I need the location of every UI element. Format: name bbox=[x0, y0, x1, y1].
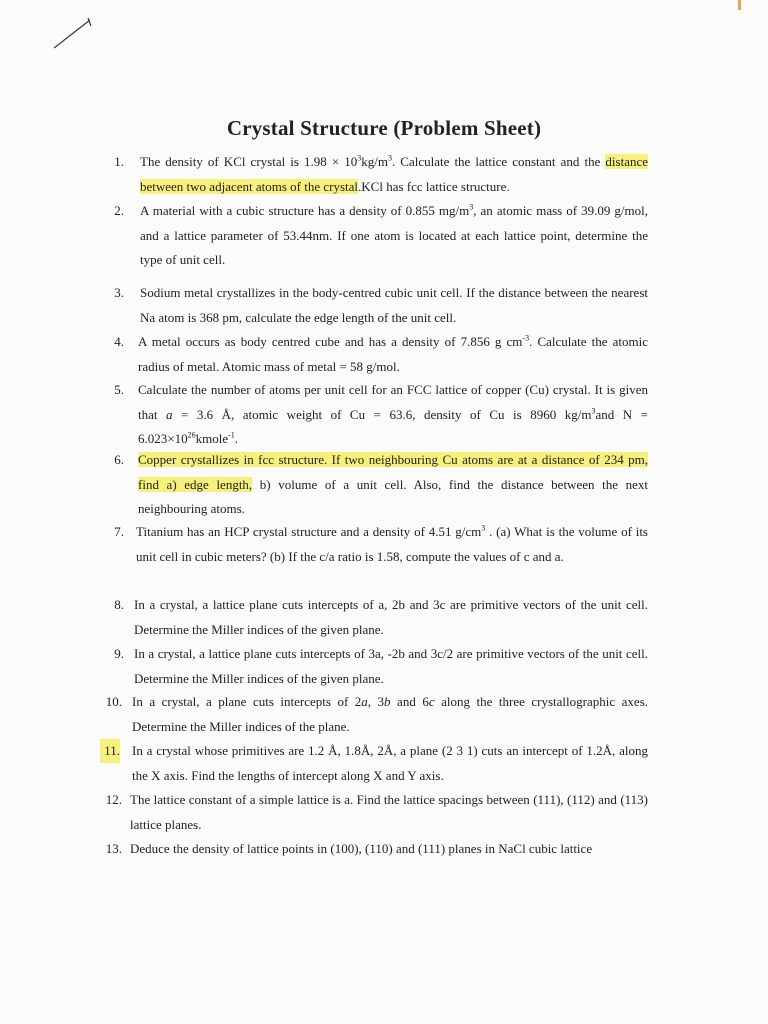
problem-number: 12. bbox=[105, 792, 122, 807]
highlighted-text: Copper crystallizes in fcc structure. If two neighbouring Cu atoms are at a distance of 234 pm, find a) edge length, bbox=[138, 452, 648, 492]
problem-number: 11. bbox=[100, 739, 120, 763]
problem-number: 10. bbox=[105, 694, 122, 709]
problem-text: In a crystal, a plane cuts intercepts of 2a, 3b and 6c along the three crystallographic axes. Determine the Miller indices of the plane. bbox=[132, 694, 648, 734]
problem-text: Calculate the number of atoms per unit cell for an FCC lattice of copper (Cu) crystal. It is given that a = 3.6 Å, atomic weight of Cu = 63.6, density of Cu is 8960 $kg/m^3and$ $N = 6.023\times 10^{26}kmole^{-1}$. bbox=[138, 382, 648, 446]
problem-number: 1. bbox=[114, 154, 124, 169]
problem-text: In a crystal, a lattice plane cuts intercepts of 3a, -2b and 3c/2 are primitive vectors of the unit cell. Determine the Miller indices of the given plane. bbox=[134, 646, 648, 686]
problem-number: 8. bbox=[114, 597, 124, 612]
problem-number: 3. bbox=[114, 285, 124, 300]
problem-number: 4. bbox=[114, 334, 124, 349]
problem-text: Copper crystallizes in fcc structure. If two neighbouring Cu atoms are at a distance of 234 pm, find a) edge length, b) volume of a unit cell. Also, find the distance between the next neighbouring atoms. bbox=[138, 452, 648, 516]
problem-number: 13. bbox=[105, 841, 122, 856]
problem-number: 7. bbox=[114, 524, 124, 539]
problem-text: A material with a cubic structure has a density of 0.855 $mg/m^3$, an atomic mass of 39.09 g/mol, and a lattice parameter of 53.44nm. If one atom is located at each lattice point, determine the type of unit cell. bbox=[140, 202, 649, 267]
problem-text: In a crystal, a lattice plane cuts intercepts of a, 2b and 3c are primitive vectors of the unit cell. Determine the Miller indices of the given plane. bbox=[134, 597, 648, 637]
problem-text: Sodium metal crystallizes in the body-centred cubic unit cell. If the distance between the nearest Na atom is 368 pm, calculate the edge length of the unit cell. bbox=[140, 285, 648, 325]
problem-number: 2. bbox=[114, 203, 124, 218]
highlighted-text: distance between two adjacent atoms of the crystal bbox=[140, 154, 649, 194]
problem-text: In a crystal whose primitives are 1.2 Å, 1.8Å, 2Å, a plane (2 3 1) cuts an intercept of 1.2Å, along the X axis. Find the lengths of intercept along X and Y axis. bbox=[132, 743, 648, 783]
problem-text: The density of KCl crystal is $1.98 \times 10^3kg/m^3$. Calculate the lattice constant and the distance between two adjacent atoms of the crystal.KCl has fcc lattice structure. bbox=[140, 153, 649, 194]
problem-number: 6. bbox=[114, 452, 124, 467]
problem-text: A metal occurs as body centred cube and has a density of 7.856 g $cm^{-3}$. Calculate the atomic radius of metal. Atomic mass of metal = 58 g/mol. bbox=[138, 333, 648, 374]
pen-mark-icon bbox=[52, 12, 102, 52]
problem-text: The lattice constant of a simple lattice is a. Find the lattice spacings between (111), (112) and (113) lattice planes. bbox=[130, 792, 648, 832]
problem-text: Titanium has an HCP crystal structure and a density of 4.51 $g/cm^3$ . (a) What is the volume of its unit cell in cubic meters? (b) If the c/a ratio is 1.58, compute the values of c and a. bbox=[136, 523, 648, 564]
page-title: Crystal Structure (Problem Sheet) bbox=[226, 116, 542, 140]
problem-number: 5. bbox=[114, 382, 124, 397]
corner-mark bbox=[738, 0, 741, 10]
problem-text: Deduce the density of lattice points in (100), (110) and (111) planes in NaCl cubic lattice bbox=[130, 841, 593, 856]
problem-number: 9. bbox=[114, 646, 124, 661]
